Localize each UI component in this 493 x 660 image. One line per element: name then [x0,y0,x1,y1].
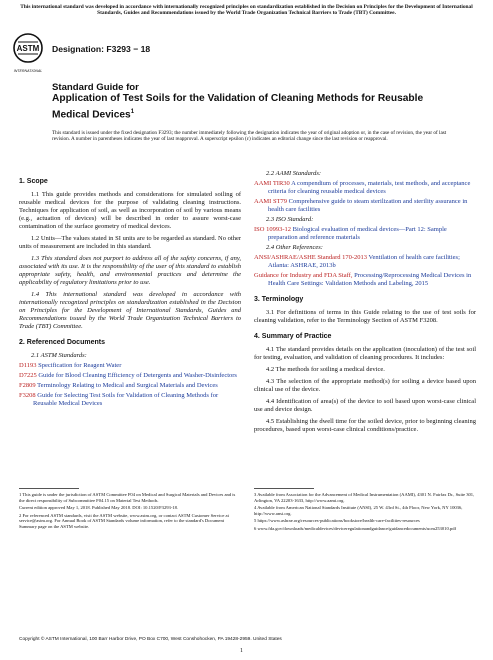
ref-f2809[interactable]: F2809 Terminology Relating to Medical and Surgical Materials and Devices [19,382,218,389]
section-terminology-heading: 3. Terminology [254,296,304,303]
ref-iso-10993[interactable]: ISO 10993-12 Biological evaluation of medical devices—Part 12: Sample preparation and reference materials [254,226,447,241]
title-main: Application of Test Soils for the Validation of Cleaning Methods for Reusable Medical Devices$^1$ [52,93,424,120]
copyright-line: Copyright © ASTM International, 100 Barr Harbor Drive, PO Box C700, West Conshohocken, PA 19428-2959. United States [19,637,282,642]
section-scope-heading: 1. Scope [19,178,48,185]
astm-standards-label: 2.1 ASTM Standards: [31,352,87,359]
para-4-1: 4.1 The standard provides details on the application (inoculation) of the test soil for testing, evaluation, and validation of cleaning procedures. It includes: [254,346,476,361]
footnote-current-edition: Current edition approved May 1, 2018. Published May 2018. DOI: 10.1520/F3293-18. [19,505,179,511]
footnotes-left [19,492,241,532]
other-references-label: 2.4 Other References: [266,244,323,251]
footnote-3: 3 Available from Association for the Advancement of Medical Instrumentation (AAMI), 4301 N. Fairfax Dr., Suite 301, Arlington, VA 22203-1633, http://www.aami.org. [254,492,475,503]
footnote-2: 2 For referenced ASTM standards, visit the ASTM website, www.astm.org, or contact ASTM Customer Service at service@astm.org. For Annual Book of ASTM Standards volume information, refer to the standard's Document Summary page on the ASTM website. [19,512,229,529]
para-4-3: 4.3 The selection of the appropriate method(s) for soiling a device based upon clinical use of the device. [254,378,476,393]
title-line-1: Standard Guide for [52,82,139,93]
para-4-2: 4.2 The methods for soiling a medical device. [266,366,385,373]
para-3-1: 3.1 For definitions of terms in this Guide relating to the use of test soils for cleaning validation, refer to the Terminology Section of ASTM F3208. [254,309,476,324]
para-1-1: 1.1 This guide provides methods and considerations for simulated soiling of reusable medical devices for the purpose of validating cleaning instructions. Techniques for application of soil, as well as incorporation of soil by various means (e.g., actuation of devices) will be described in order to assure worst-case contamination of the surface geometry of medical devices. [19,191,241,230]
footnote-1: 1 This guide is under the jurisdiction of ASTM Committee F04 on Medical and Surgical Materials and Devices and is the direct responsibility of Subcommittee F04.15 on Material Test Methods. [19,492,236,503]
ref-aami-st79[interactable]: AAMI ST79 Comprehensive guide to steam sterilization and sterility assurance in health care facilities [254,198,468,213]
para-4-5: 4.5 Establishing the dwell time for the soiled device, prior to beginning cleaning procedures, based upon worst-case clinical conditions/practice. [254,418,476,433]
footnote-5: 5 https://www.ashrae.org/resources-publications/bookstore/health-care-facilities-resources [254,518,420,524]
astm-logo-icon [12,32,44,76]
right-column [254,170,476,438]
aami-standards-label: 2.2 AAMI Standards: [266,170,322,177]
left-column [19,170,241,410]
section-summary-heading: 4. Summary of Practice [254,333,332,340]
footnote-divider-right [254,488,314,489]
para-1-3: 1.3 This standard does not purport to address all of the safety concerns, if any, associated with its use. It is the responsibility of the user of this standard to establish appropriate safety, health, and environmental practices and determine the applicability of regulatory limitations prior to use. [19,255,241,286]
svg-text:ASTM: ASTM [16,44,40,53]
ref-f3208[interactable]: F3208 Guide for Selecting Test Soils for Validation of Cleaning Methods for Reusable Medical Devices [19,392,219,407]
para-1-2: 1.2 Units—The values stated in SI units are to be regarded as standard. No other units of measurement are included in this standard. [19,235,241,250]
issue-note: This standard is issued under the fixed designation F3293; the number immediately following the designation indicates the year of original adoption or, in the case of revision, the year of last revision. A number in parentheses indicates the year of last reapproval. A superscript epsilon (ε) indicates an editorial change since the last revision or reapproval. [52,130,447,143]
ref-fda-guidance[interactable]: Guidance for Industry and FDA Staff, Processing/Reprocessing Medical Devices in Health Care Settings: Validation Methods and Labeling, 2015 [254,272,472,287]
section-references-heading: 2. Referenced Documents [19,339,105,346]
iso-standard-label: 2.3 ISO Standard: [266,216,314,223]
ref-d7225[interactable]: D7225 Guide for Blood Cleaning Efficiency of Detergents and Washer-Disinfectors [19,372,237,379]
page-number: 1 [240,648,243,654]
footnote-4: 4 Available from American National Standards Institute (ANSI), 25 W. 43rd St., 4th Floor, New York, NY 10036, http://www.ansi.org. [254,505,463,516]
footnotes-right [254,492,476,534]
title-block [52,82,472,121]
standards-notice: This international standard was developed in accordance with internationally recognized principles on standardization established in the Decision on Principles for the Development of International Standards, Guides and Recommendations issued by the World Trade Organization Technical Barriers to Trade (TBT) Committee. [20,4,473,17]
designation: Designation: F3293 − 18 [52,44,151,54]
footnote-6: 6 www.fda.gov/downloads/medicaldevices/deviceregulationandguidance/guidancedocuments/ucm253010.pdf [254,525,457,531]
para-1-4: 1.4 This international standard was developed in accordance with internationally recognized principles on standardization established in the Decision on Principles for the Development of International Standards, Guides and Recommendations issued by the World Trade Organization Technical Barriers to Trade (TBT) Committee. [19,291,241,330]
para-4-4: 4.4 Identification of area(s) of the device to soil based upon worst-case clinical use and device design. [254,398,476,413]
footnote-divider-left [19,488,79,489]
ref-ashrae[interactable]: ANSI/ASHRAE/ASHE Standard 170-2013 Ventilation of health care facilities; Atlanta: ASHRAE, 2013b [254,254,460,269]
svg-text:INTERNATIONAL: INTERNATIONAL [13,69,43,73]
ref-aami-tir30[interactable]: AAMI TIR30 A compendium of processes, materials, test methods, and acceptance criteria for cleaning reusable medical devices [254,180,471,195]
ref-d1193[interactable]: D1193 Specification for Reagent Water [19,362,122,369]
